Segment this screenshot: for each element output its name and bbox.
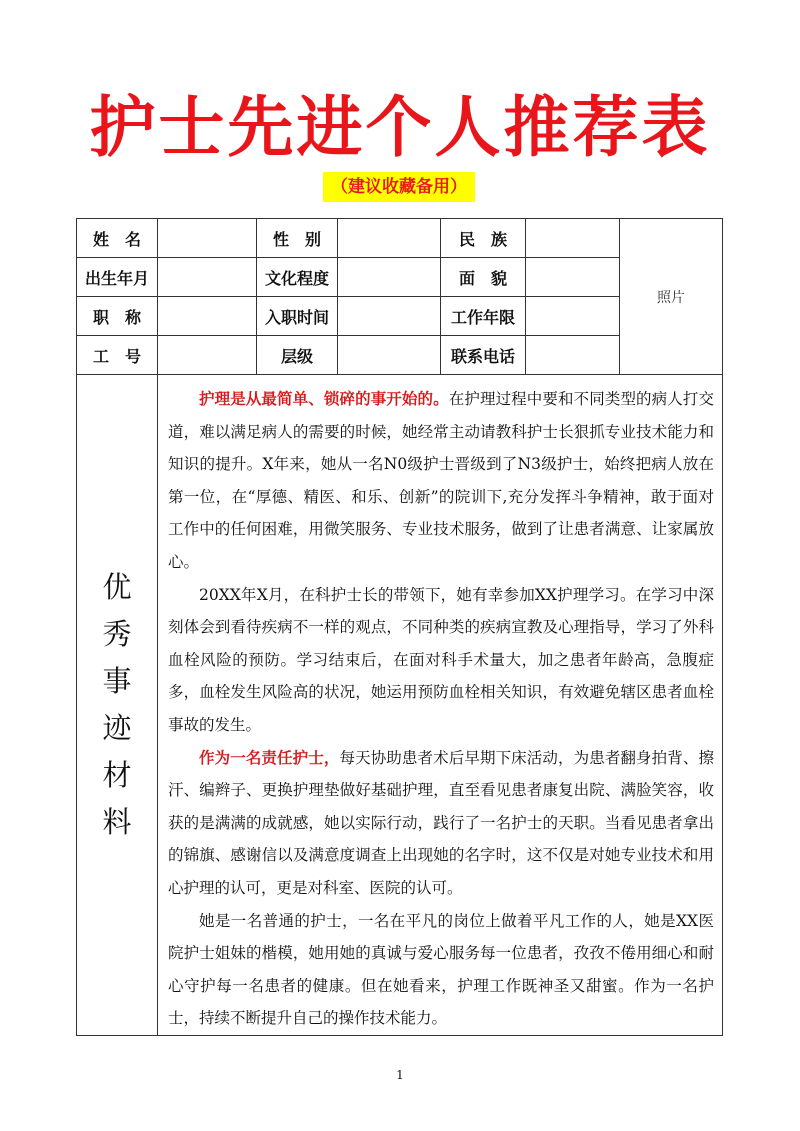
- label-level: 层级: [257, 336, 338, 375]
- value-gender[interactable]: [338, 219, 441, 258]
- label-hire-date: 入职时间: [257, 297, 338, 336]
- value-ethnicity[interactable]: [526, 219, 620, 258]
- section-label-char: 优: [102, 569, 132, 604]
- section-label-char: 秀: [102, 616, 132, 651]
- highlight-2: 作为一名责任护士，: [199, 748, 340, 767]
- label-gender: 性 别: [257, 219, 338, 258]
- section-label-char: 料: [102, 804, 132, 839]
- document-title: 护士先进个人推荐表: [89, 89, 711, 166]
- label-birth: 出生年月: [77, 258, 158, 297]
- label-ethnicity: 民 族: [441, 219, 526, 258]
- paragraph-3-text: 每天协助患者术后早期下床活动，为患者翻身拍背、擦汗、编辫子、更换护理垫做好基础护理，直至看见患者康复出院、满脸笑容，收获的是满满的成就感，她以实际行动，践行了一名护士的天职。当看见患者拿出的锦旗、感谢信以及满意度调查上出现她的名字时，这不仅是对她专业技术和用心护理的认可，更是对科室、医院的认可。: [168, 748, 714, 897]
- value-staff-id[interactable]: [158, 336, 257, 375]
- label-politics: 面 貌: [441, 258, 526, 297]
- label-education: 文化程度: [257, 258, 338, 297]
- value-politics[interactable]: [526, 258, 620, 297]
- paragraph-2: 20XX年X月，在科护士长的带领下，她有幸参加XX护理学习。在学习中深刻体会到看待疾病不一样的观点，不同种类的疾病宣教及心理指导，学习了外科血栓风险的预防。学习结束后，在面对科手术量大，加之患者年龄高，急腹症多，血栓发生风险高的状况，她运用预防血栓相关知识，有效避免辖区患者血栓事故的发生。: [168, 585, 714, 734]
- paragraph-3: [168, 742, 714, 905]
- value-name[interactable]: [158, 219, 257, 258]
- value-phone[interactable]: [526, 336, 620, 375]
- form-row-achievements: [77, 375, 723, 1036]
- section-label-char: 迹: [102, 710, 132, 745]
- value-level[interactable]: [338, 336, 441, 375]
- label-years: 工作年限: [441, 297, 526, 336]
- value-job-title[interactable]: [158, 297, 257, 336]
- value-years[interactable]: [526, 297, 620, 336]
- value-education[interactable]: [338, 258, 441, 297]
- paragraph-4: 她是一名普通的护士，一名在平凡的岗位上做着平凡工作的人，她是XX医院护士姐妹的楷模，她用她的真诚与爱心服务每一位患者，孜孜不倦用细心和耐心守护每一名患者的健康。但在她看来，护理工作既神圣又甜蜜。作为一名护士，持续不断提升自己的操作技术能力。: [168, 911, 714, 1028]
- section-label-achievements: [77, 375, 158, 1036]
- section-label-char: 事: [102, 663, 132, 698]
- label-staff-id: 工 号: [77, 336, 158, 375]
- label-job-title: 职 称: [77, 297, 158, 336]
- form-row-1: [77, 219, 723, 258]
- label-phone: 联系电话: [441, 336, 526, 375]
- paragraph-1: [168, 383, 714, 579]
- value-birth[interactable]: [158, 258, 257, 297]
- page-number: 1: [396, 1068, 404, 1082]
- label-name: 姓 名: [77, 219, 158, 258]
- recommendation-form-table: [76, 218, 723, 1036]
- subtitle-badge: （建议收藏备用）: [323, 172, 475, 202]
- paragraph-1-text: 在护理过程中要和不同类型的病人打交道，难以满足病人的需要的时候，她经常主动请教科护士长狠抓专业技术能力和知识的提升。X年来，她从一名N0级护士晋级到了N3级护士，始终把病人放在第一位，在“厚德、精医、和乐、创新”的院训下,充分发挥斗争精神，敢于面对工作中的任何困难，用微笑服务、专业技术服务，做到了让患者满意、让家属放心。: [168, 390, 714, 571]
- section-label-char: 材: [102, 757, 132, 792]
- value-hire-date[interactable]: [338, 297, 441, 336]
- photo-box[interactable]: 照片: [620, 219, 723, 375]
- achievements-content: [158, 375, 723, 1036]
- highlight-1: 护理是从最简单、锁碎的事开始的。: [199, 390, 449, 408]
